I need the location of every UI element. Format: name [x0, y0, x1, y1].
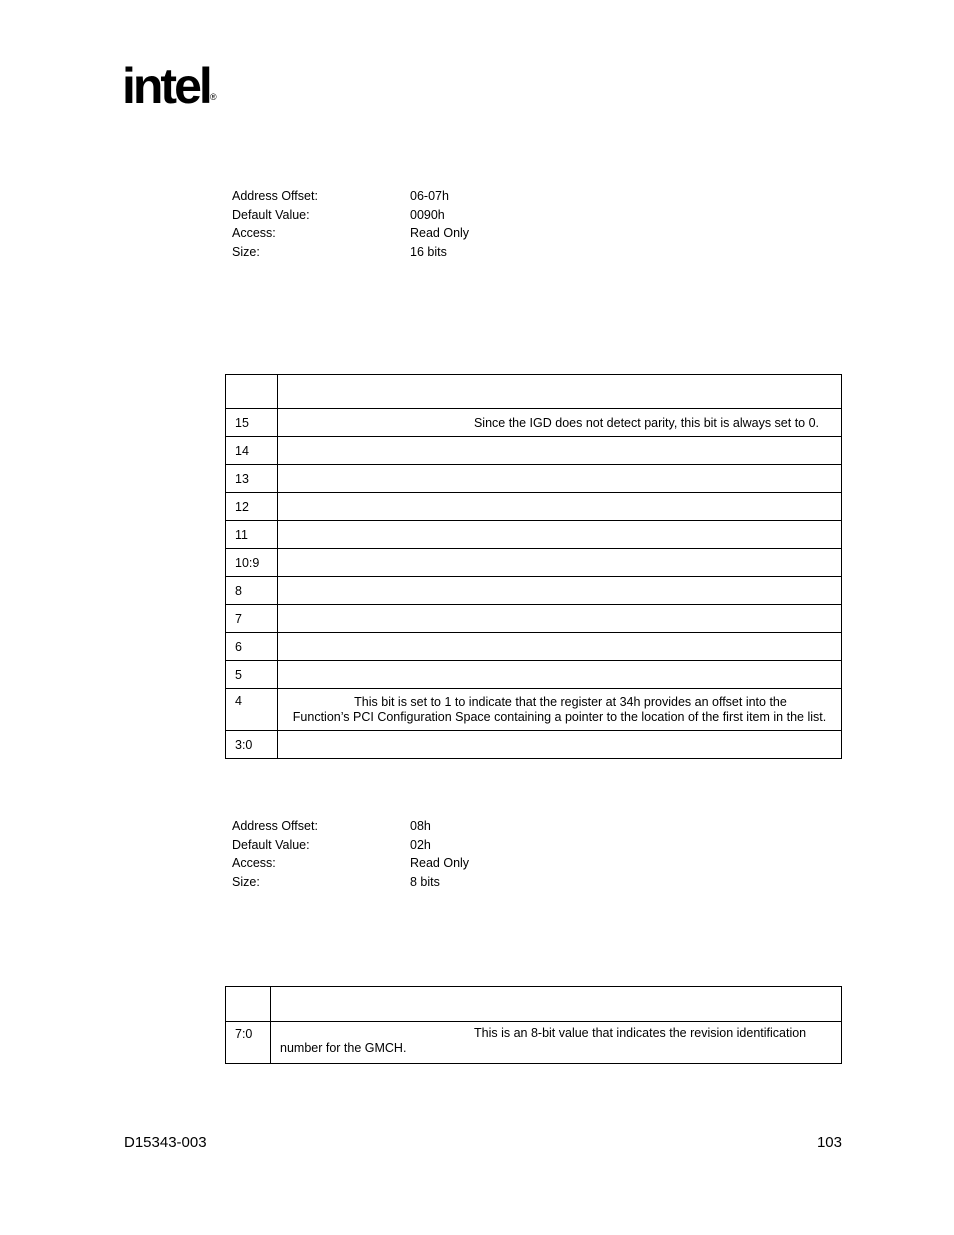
desc-cell [278, 633, 842, 661]
attr-row [232, 206, 469, 225]
attr-value: Read Only [410, 856, 470, 871]
desc-cell [278, 437, 842, 465]
desc-cell: Since the IGD does not detect parity, this bit is always set to 0. [278, 409, 842, 437]
table-row [226, 731, 842, 759]
desc-cell [278, 549, 842, 577]
desc-line: Function’s PCI Configuration Space containing a pointer to the location of the first item in the list. [292, 709, 827, 724]
register1-bit-table [225, 374, 842, 759]
attr-label: Address Offset: [232, 189, 318, 203]
attr-value: 8 bits [410, 875, 440, 890]
table-row [226, 549, 842, 577]
table-row [226, 493, 842, 521]
bit-cell: 4 [226, 689, 278, 731]
register2-bit-table [225, 986, 842, 1064]
table-row [226, 577, 842, 605]
attr-label: Address Offset: [232, 819, 318, 833]
desc-cell [278, 689, 842, 731]
page-number: 103 [816, 1134, 842, 1151]
attr-row [232, 854, 469, 873]
attr-row [232, 243, 469, 262]
desc-line: This is an 8-bit value that indicates the revision identification [474, 1026, 807, 1040]
desc-cell [278, 493, 842, 521]
bit-cell: 14 [226, 437, 278, 465]
bit-cell: 5 [226, 661, 278, 689]
register2-attributes [232, 817, 469, 892]
attr-row [232, 873, 469, 892]
desc-cell [278, 731, 842, 759]
attr-label: Default Value: [232, 837, 310, 852]
attr-label: Default Value: [232, 207, 310, 222]
attr-row [232, 187, 469, 206]
header-cell [271, 987, 842, 1022]
bit-cell: 15 [226, 409, 278, 437]
bit-cell: 3:0 [226, 731, 278, 759]
attr-row [232, 224, 469, 243]
desc-cell [278, 661, 842, 689]
bit-cell: 6 [226, 633, 278, 661]
table-row [226, 689, 842, 731]
desc-cell [278, 577, 842, 605]
table-row [226, 605, 842, 633]
table-header-row [226, 987, 842, 1022]
desc-cell [271, 1022, 842, 1064]
bit-cell: 12 [226, 493, 278, 521]
bit-cell: 13 [226, 465, 278, 493]
bit-cell: 7 [226, 605, 278, 633]
attr-value: 0090h [410, 207, 445, 222]
intel-logo [122, 58, 232, 120]
header-cell [226, 987, 271, 1022]
attr-value: 02h [410, 837, 431, 852]
attr-value: Read Only [410, 226, 470, 241]
register1-attributes [232, 187, 469, 262]
desc-cell [278, 605, 842, 633]
attr-label: Size: [232, 875, 260, 890]
desc-cell [278, 521, 842, 549]
table-row [226, 633, 842, 661]
registered-mark: ® [210, 92, 217, 102]
table-header-row [226, 375, 842, 409]
table-row [226, 465, 842, 493]
attr-label: Size: [232, 245, 260, 260]
attr-value: 16 bits [410, 245, 447, 260]
table-row [226, 661, 842, 689]
bit-cell: 7:0 [226, 1022, 271, 1064]
doc-number: D15343-003 [124, 1134, 207, 1151]
desc-line: number for the GMCH. [280, 1040, 407, 1055]
table-row [226, 437, 842, 465]
desc-line: This bit is set to 1 to indicate that the register at 34h provides an offset into the [354, 695, 787, 709]
logo-wordmark: intel [122, 58, 210, 114]
attr-value: 06-07h [410, 189, 449, 203]
table-row [226, 521, 842, 549]
bit-cell: 8 [226, 577, 278, 605]
header-cell [226, 375, 278, 409]
attr-value: 08h [410, 819, 431, 833]
attr-label: Access: [232, 856, 276, 871]
attr-label: Access: [232, 226, 276, 241]
bit-cell: 10:9 [226, 549, 278, 577]
desc-cell [278, 465, 842, 493]
attr-row [232, 836, 469, 855]
table-row [226, 409, 842, 437]
bit-cell: 11 [226, 521, 278, 549]
header-cell [278, 375, 842, 409]
table-row [226, 1022, 842, 1064]
attr-row [232, 817, 469, 836]
